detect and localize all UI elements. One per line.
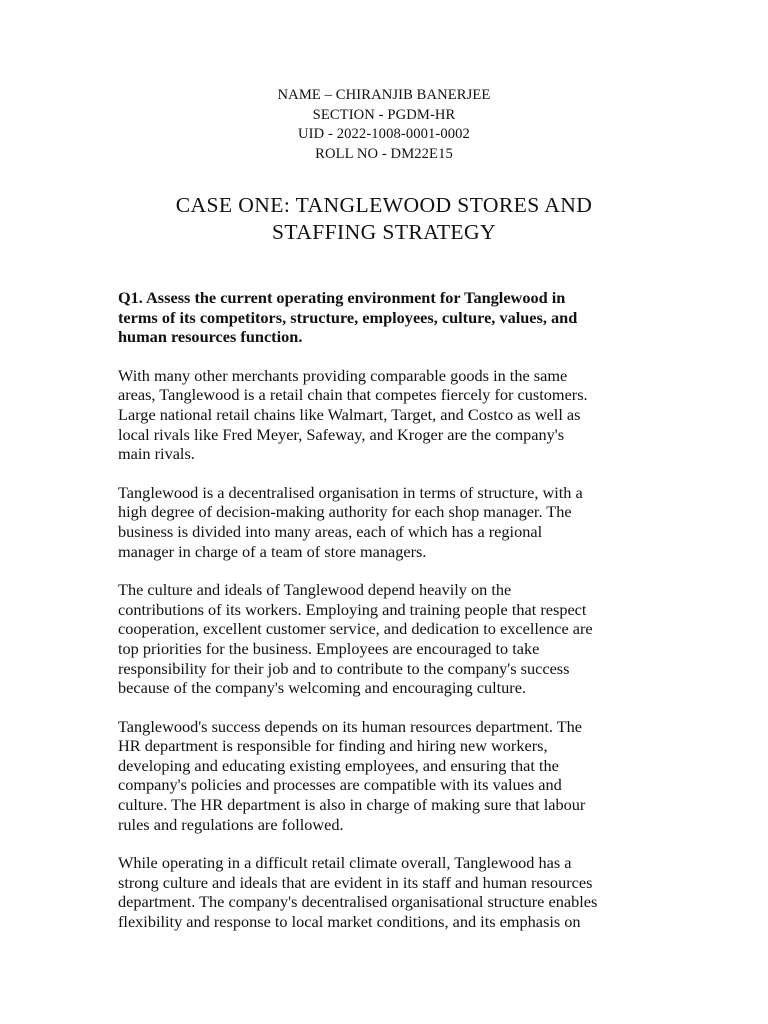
student-uid: UID - 2022-1008-0001-0002 (298, 126, 470, 142)
paragraph-line: flexibility and response to local market conditions, and its emphasis on (118, 912, 581, 932)
paragraph-line: company's policies and processes are compatible with its values and (118, 775, 562, 795)
paragraph-competitors (118, 366, 650, 464)
paragraph-line: top priorities for the business. Employees are encouraged to take (118, 638, 540, 658)
paragraph-line: Tanglewood is a decentralised organisation in terms of structure, with a (118, 482, 583, 502)
document-title-line-1: CASE ONE: TANGLEWOOD STORES AND (175, 193, 593, 217)
paragraph-line: cooperation, excellent customer service, and dedication to excellence are (118, 619, 593, 639)
paragraph-culture (118, 580, 650, 698)
paragraph-line: The culture and ideals of Tanglewood depend heavily on the (118, 580, 512, 600)
paragraph-line: strong culture and ideals that are evident in its staff and human resources (118, 872, 593, 892)
question-line: human resources function. (118, 327, 303, 347)
paragraph-structure (118, 483, 650, 561)
paragraph-line: because of the company's welcoming and encouraging culture. (118, 678, 527, 698)
paragraph-line: high degree of decision-making authority for each shop manager. The (118, 502, 572, 522)
student-section: SECTION - PGDM-HR (312, 106, 456, 123)
paragraph-line: Tanglewood's success depends on its human resources department. The (118, 716, 583, 736)
document-title-line-2: STAFFING STRATEGY (271, 220, 497, 244)
paragraph-line: culture. The HR department is also in charge of making sure that labour (118, 795, 586, 815)
paragraph-line: business is divided into many areas, each of which has a regional (118, 521, 543, 541)
paragraph-line: rules and regulations are followed. (118, 814, 344, 834)
question-q1 (118, 288, 650, 347)
paragraph-line: developing and educating existing employees, and ensuring that the (118, 755, 559, 775)
paragraph-line: main rivals. (118, 444, 195, 464)
paragraph-line: HR department is responsible for finding and hiring new workers, (118, 736, 548, 756)
question-line: Q1. Assess the current operating environment for Tanglewood in (118, 288, 566, 307)
student-info-block (118, 86, 650, 164)
paragraph-line: Large national retail chains like Walmart, Target, and Costco as well as (118, 404, 581, 424)
paragraph-line: With many other merchants providing comparable goods in the same (118, 365, 568, 385)
paragraph-hr-department (118, 717, 650, 835)
document-title (118, 192, 650, 246)
paragraph-line: manager in charge of a team of store managers. (118, 541, 427, 561)
paragraph-line: While operating in a difficult retail climate overall, Tanglewood has a (118, 853, 572, 873)
paragraph-line: local rivals like Fred Meyer, Safeway, and Kroger are the company's (118, 424, 565, 444)
student-name: NAME – CHIRANJIB BANERJEE (277, 87, 491, 103)
paragraph-line: department. The company's decentralised organisational structure enables (118, 892, 598, 912)
question-line: terms of its competitors, structure, employees, culture, values, and (118, 307, 578, 327)
student-roll-no: ROLL NO - DM22E15 (315, 145, 453, 162)
paragraph-line: areas, Tanglewood is a retail chain that competes fiercely for customers. (118, 385, 588, 405)
paragraph-line: responsibility for their job and to contribute to the company's success (118, 658, 570, 678)
paragraph-line: contributions of its workers. Employing and training people that respect (118, 599, 587, 619)
paragraph-summary (118, 853, 650, 931)
